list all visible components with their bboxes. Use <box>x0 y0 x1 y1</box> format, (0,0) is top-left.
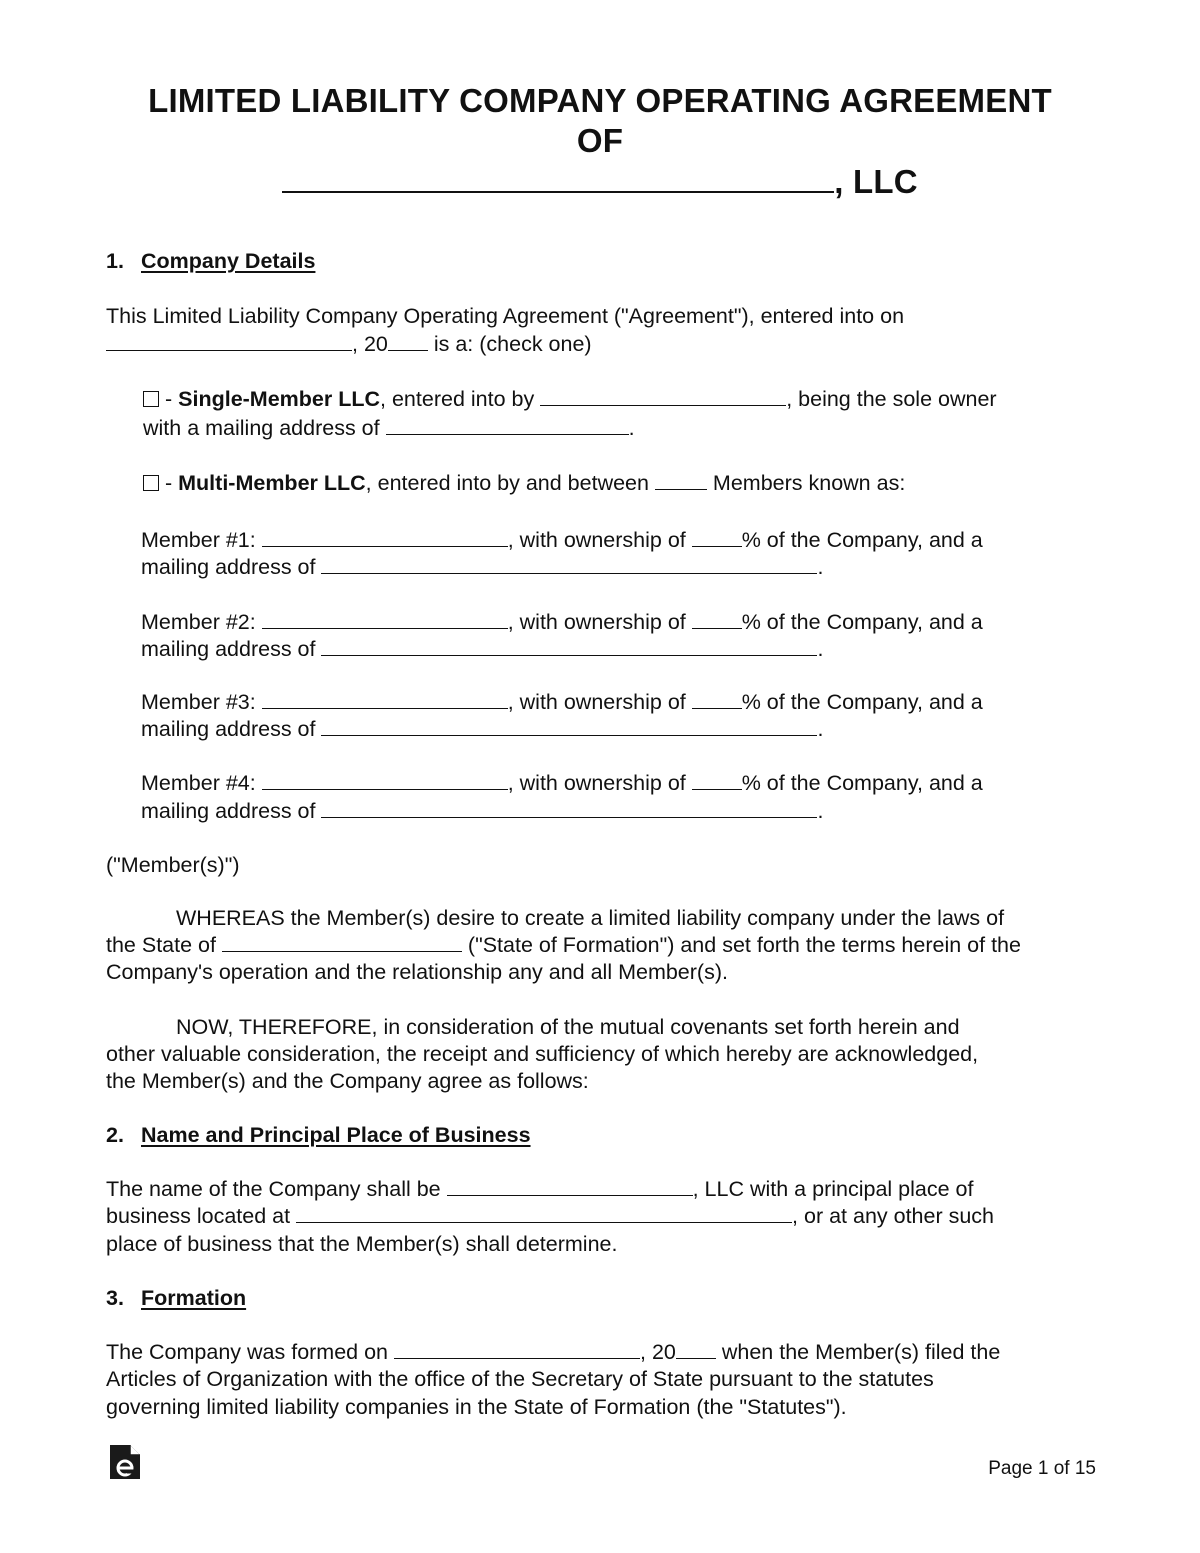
document-title-line1: LIMITED LIABILITY COMPANY OPERATING AGREEMENT <box>148 82 1052 119</box>
document-title-line2: OF <box>576 122 624 159</box>
now-therefore-line-1: NOW, THEREFORE, in consideration of the mutual covenants set forth herein and <box>176 1015 960 1039</box>
member-1-address-line: mailing address of . <box>141 555 824 579</box>
whereas-line-3: Company's operation and the relationship any and all Member(s). <box>106 960 728 984</box>
whereas-line-2: the State of ("State of Formation") and set forth the terms herein of the <box>106 933 1021 957</box>
member-3-address-line: mailing address of . <box>141 717 824 741</box>
member-4-name-blank[interactable] <box>262 769 508 790</box>
member-1-address-blank[interactable] <box>321 553 817 574</box>
page-number: Page 1 of 15 <box>988 1458 1096 1479</box>
company-name-title: , LLC <box>0 163 1200 201</box>
member-2-ownership-blank[interactable] <box>692 608 742 629</box>
business-location-line: business located at , or at any other such <box>106 1204 995 1228</box>
company-name-line: The name of the Company shall be , LLC with a principal place of <box>106 1177 974 1201</box>
formation-date-blank[interactable] <box>394 1338 640 1359</box>
intro-line-2: , 20 is a: (check one) <box>106 330 592 358</box>
member-3-line: Member #3: , with ownership of % of the Company, and a <box>141 690 983 714</box>
formation-line-1: The Company was formed on , 20 when the Member(s) filed the <box>106 1340 1001 1364</box>
member-4-address-blank[interactable] <box>321 797 817 818</box>
member-count-blank[interactable] <box>655 469 707 490</box>
whereas-line-1: WHEREAS the Member(s) desire to create a limited liability company under the laws of <box>176 906 1005 930</box>
business-place-line-3: place of business that the Member(s) shall determine. <box>106 1232 618 1256</box>
single-member-address-line: with a mailing address of . <box>143 416 635 440</box>
company-name-blank[interactable] <box>282 163 834 193</box>
business-address-blank[interactable] <box>296 1202 792 1223</box>
agreement-date-blank[interactable] <box>106 330 352 351</box>
formation-line-2: Articles of Organization with the office of the Secretary of State pursuant to the statutes <box>106 1367 934 1391</box>
company-name-field-blank[interactable] <box>447 1175 693 1196</box>
member-1-ownership-blank[interactable] <box>692 526 742 547</box>
agreement-year-blank[interactable] <box>388 330 428 351</box>
member-3-address-blank[interactable] <box>321 715 817 736</box>
member-3-ownership-blank[interactable] <box>692 688 742 709</box>
now-therefore-line-3: the Member(s) and the Company agree as follows: <box>106 1069 589 1093</box>
member-4-line: Member #4: , with ownership of % of the Company, and a <box>141 771 983 795</box>
member-2-name-blank[interactable] <box>262 608 508 629</box>
section-1-heading: 1. Company Details <box>106 249 316 273</box>
intro-line-1: This Limited Liability Company Operating Agreement ("Agreement"), entered into on <box>106 304 905 328</box>
member-2-line: Member #2: , with ownership of % of the Company, and a <box>141 610 983 634</box>
sole-owner-name-blank[interactable] <box>540 385 786 406</box>
member-4-ownership-blank[interactable] <box>692 769 742 790</box>
single-member-option: - Single-Member LLC, entered into by , being the sole owner <box>143 385 997 413</box>
multi-member-checkbox[interactable] <box>143 475 159 491</box>
formation-year-blank[interactable] <box>676 1338 716 1359</box>
formation-line-3: governing limited liability companies in the State of Formation (the "Statutes"). <box>106 1395 847 1419</box>
section-2-heading: 2. Name and Principal Place of Business <box>106 1123 531 1147</box>
state-of-formation-blank[interactable] <box>222 931 462 952</box>
document-e-icon <box>108 1443 142 1486</box>
section-3-heading: 3. Formation <box>106 1286 247 1310</box>
member-1-name-blank[interactable] <box>262 526 508 547</box>
member-4-address-line: mailing address of . <box>141 799 824 823</box>
now-therefore-line-2: other valuable consideration, the receipt and sufficiency of which hereby are acknowledged, <box>106 1042 979 1066</box>
members-definition: ("Member(s)") <box>106 853 240 877</box>
multi-member-option: - Multi-Member LLC, entered into by and between Members known as: <box>143 469 905 497</box>
member-2-address-blank[interactable] <box>321 635 817 656</box>
member-2-address-line: mailing address of . <box>141 637 824 661</box>
member-3-name-blank[interactable] <box>262 688 508 709</box>
single-member-checkbox[interactable] <box>143 391 159 407</box>
member-1-line: Member #1: , with ownership of % of the Company, and a <box>141 528 983 552</box>
sole-owner-address-blank[interactable] <box>386 414 629 435</box>
